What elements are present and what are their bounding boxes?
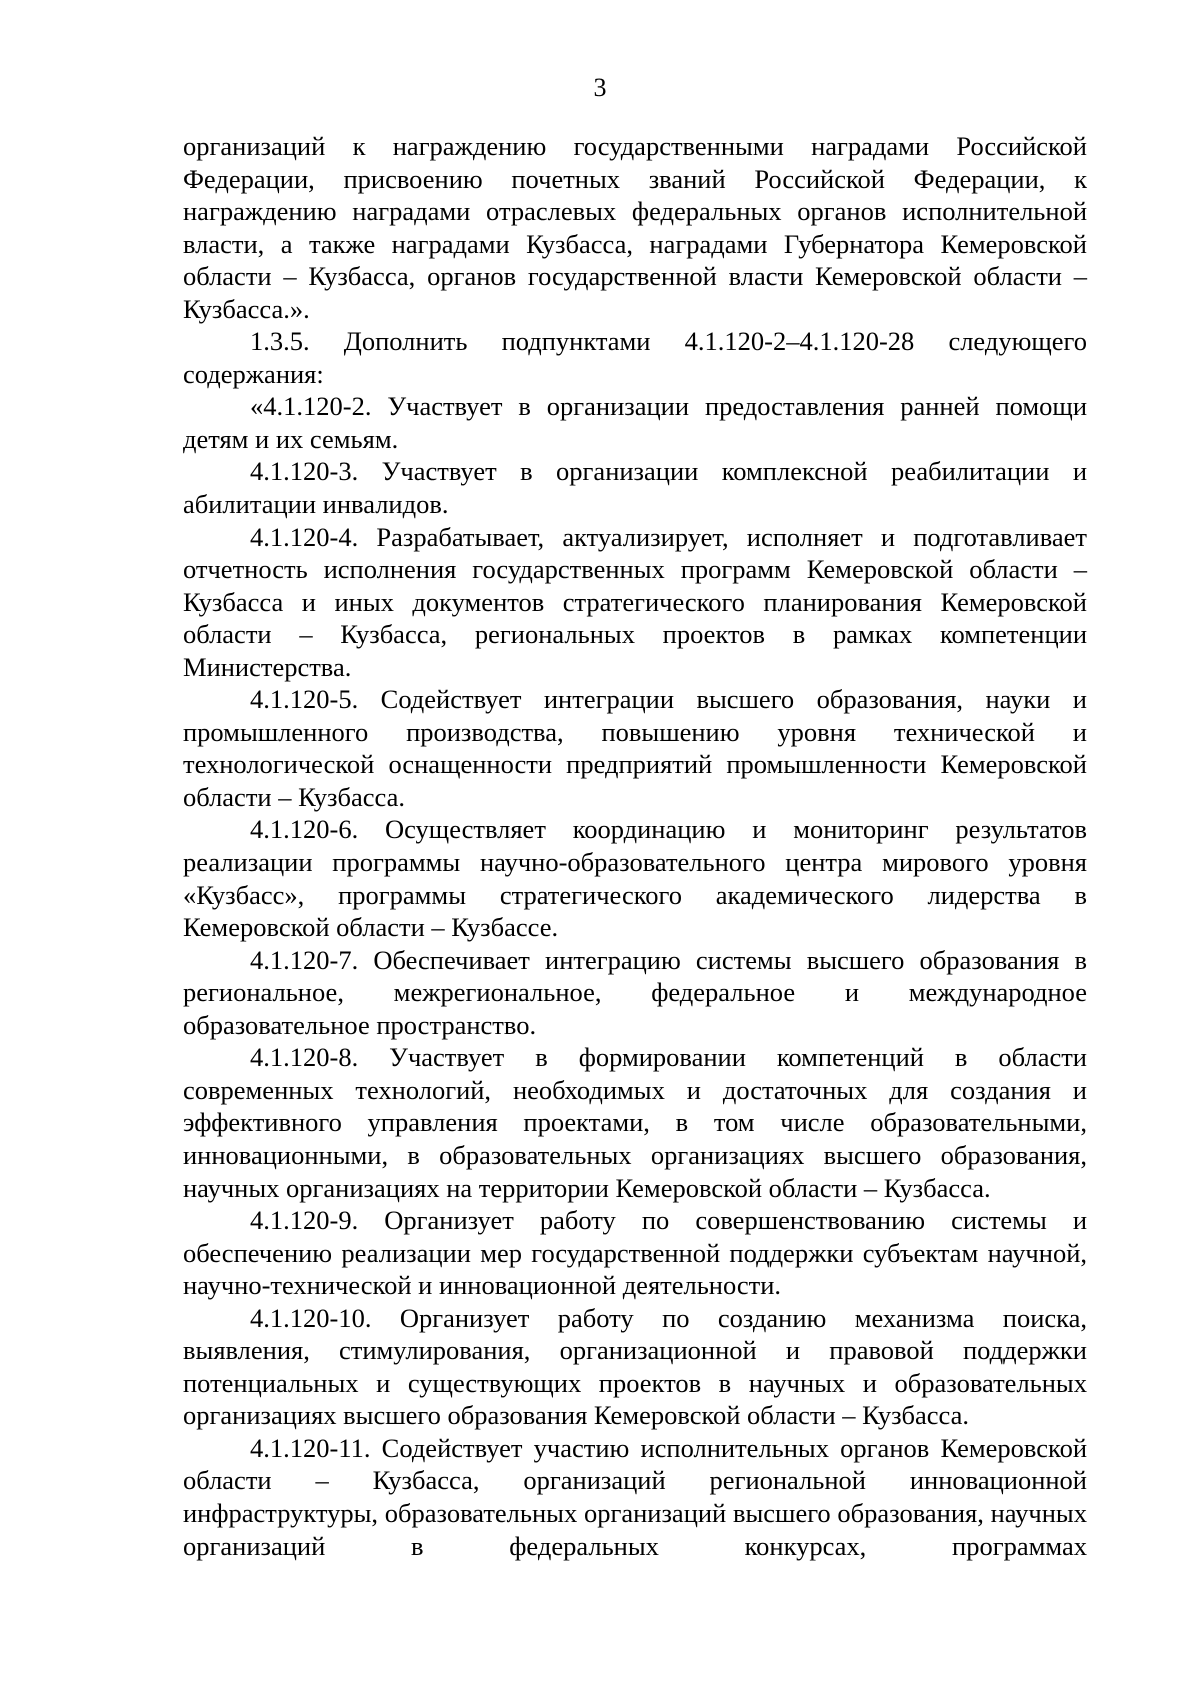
page-number: 3 [593, 73, 607, 102]
paragraph-4-1-120-10: 4.1.120-10. Организует работу по созданию механизма поиска, выявления, стимулирования, организационной и правовой поддержки потенциальных и существующих проектов в научных и образовательных организациях высшего образования Кемеровской области – Кузбасса. [183, 1302, 1087, 1431]
paragraph-4-1-120-5: 4.1.120-5. Содействует интеграции высшего образования, науки и промышленного производства, повышению уровня технической и технологической оснащенности предприятий промышленности Кемеровской области – Кузбасса. [183, 684, 1087, 812]
paragraph-4-1-120-6: 4.1.120-6. Осуществляет координацию и мониторинг результатов реализации программы научно-образовательного центра мирового уровня «Кузбасс», программы стратегического академического лидерства в Кемеровской области – Кузбассе. [183, 814, 1087, 943]
paragraph-4-1-120-7: 4.1.120-7. Обеспечивает интеграцию системы высшего образования в региональное, межрегиональное, федеральное и международное образовательное пространство. [183, 944, 1087, 1040]
paragraph-4-1-120-3: 4.1.120-3. Участвует в организации комплексной реабилитации и абилитации инвалидов. [183, 456, 1087, 520]
paragraph-4-1-120-11: 4.1.120-11. Содействует участию исполнительных органов Кемеровской области – Кузбасса, организаций региональной инновационной инфраструктуры, образовательных организаций высшего образования, научных организаций в федеральных конкурсах, программах [183, 1432, 1087, 1561]
paragraph-awards-continuation: организаций к награждению государственными наградами Российской Федерации, присвоению почетных званий Российской Федерации, к награждению наградами отраслевых федеральных органов исполнительной власти, а также наградами Кузбасса, наградами Губернатора Кемеровской области – Кузбасса, органов государственной власти Кемеровской области – Кузбасса.». [183, 131, 1087, 324]
paragraph-1-3-5: 1.3.5. Дополнить подпунктами 4.1.120-2–4.1.120-28 следующего содержания: [183, 326, 1087, 389]
paragraph-4-1-120-8: 4.1.120-8. Участвует в формировании компетенций в области современных технологий, необходимых и достаточных для создания и эффективного управления проектами, в том числе образовательными, инновационными, в образовательных организациях высшего образования, научных организациях на территории Кемеровской области – Кузбасса. [183, 1042, 1087, 1203]
paragraph-4-1-120-9: 4.1.120-9. Организует работу по совершенствованию системы и обеспечению реализации мер государственной поддержки субъектам научной, научно-технической и инновационной деятельности. [183, 1205, 1087, 1301]
document-body [183, 130, 1087, 1562]
paragraph-4-1-120-4: 4.1.120-4. Разрабатывает, актуализирует, исполняет и подготавливает отчетность исполнения государственных программ Кемеровской области – Кузбасса и иных документов стратегического планирования Кемеровской области – Кузбасса, региональных проектов в рамках компетенции Министерства. [183, 521, 1087, 682]
paragraph-4-1-120-2: «4.1.120-2. Участвует в организации предоставления ранней помощи детям и их семьям. [183, 391, 1087, 454]
